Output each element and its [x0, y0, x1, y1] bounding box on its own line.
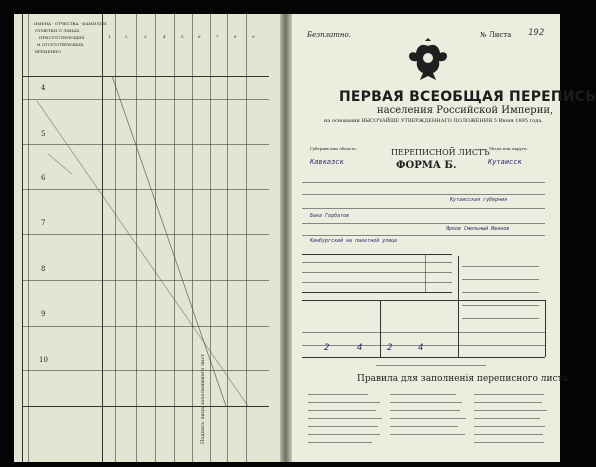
handwritten-entry: Кинбургский на пакетной улице [310, 238, 398, 244]
right-page [292, 14, 596, 462]
tally-value: 4 [357, 343, 363, 353]
tally-value: 4 [418, 343, 424, 353]
district-label: Уѣздъ или округъ: [489, 146, 528, 151]
double-headed-eagle-icon [402, 38, 454, 86]
row-number: 6 [41, 174, 46, 182]
row-number: 9 [41, 310, 46, 318]
census-basis: на основании ВЫСОЧАЙШЕ УТВЕРЖДЕННАГО ПОЛОЖЕНИЯ 5 Июня 1895 года. [324, 118, 543, 124]
row-number: 5 [41, 130, 46, 138]
district-value: Кутаисск [488, 158, 522, 166]
rules-title: Правила для заполненія переписного листа. [357, 374, 571, 384]
sheet-label: № Листа [480, 31, 512, 39]
book-spine [280, 14, 292, 462]
province-label: Губернія или область: [310, 146, 357, 151]
left-footer-caption: Подпись лица заполнявшего лист [200, 354, 206, 444]
diagonal-strike-lines [14, 14, 280, 462]
handwritten-entry: Бака Горбатов [310, 213, 350, 219]
row-number: 8 [41, 265, 46, 273]
free-label: Безплатно. [307, 31, 351, 39]
left-page: ИМЕНА · ОТЧЕСТВА · ФАМИЛИИ ОТМЕТКИ О ЛИЦАХ ПРИСУТСТВУЮЩИХ И ОТСУТСТВУЮЩИХ ВРЕМЕННО 1 2 3 4 5 6 7 8 9 4 5 6 7 8 9 10 Подпись лица заполнявшего лист [14, 14, 280, 462]
form-name: ПЕРЕПИСНОЙ ЛИСТЪ [391, 148, 490, 157]
row-number: 10 [39, 356, 48, 364]
handwritten-entry: Ярков Смольный Иванов [446, 226, 510, 232]
form-letter: ФОРМА Б. [396, 160, 457, 171]
open-book [10, 14, 596, 462]
row-number: 4 [41, 84, 46, 92]
tally-value: 2 [387, 343, 393, 353]
census-subtitle: населения Российской Империи, [377, 105, 554, 116]
sheet-number: 192 [528, 28, 545, 38]
row-number: 7 [41, 219, 46, 227]
tally-value: 2 [324, 343, 330, 353]
province-value: Кавказск [310, 158, 344, 166]
census-title: ПЕРВАЯ ВСЕОБЩАЯ ПЕРЕПИСЬ [339, 89, 596, 105]
handwritten-entry: Кутаисская губерния [450, 197, 508, 203]
